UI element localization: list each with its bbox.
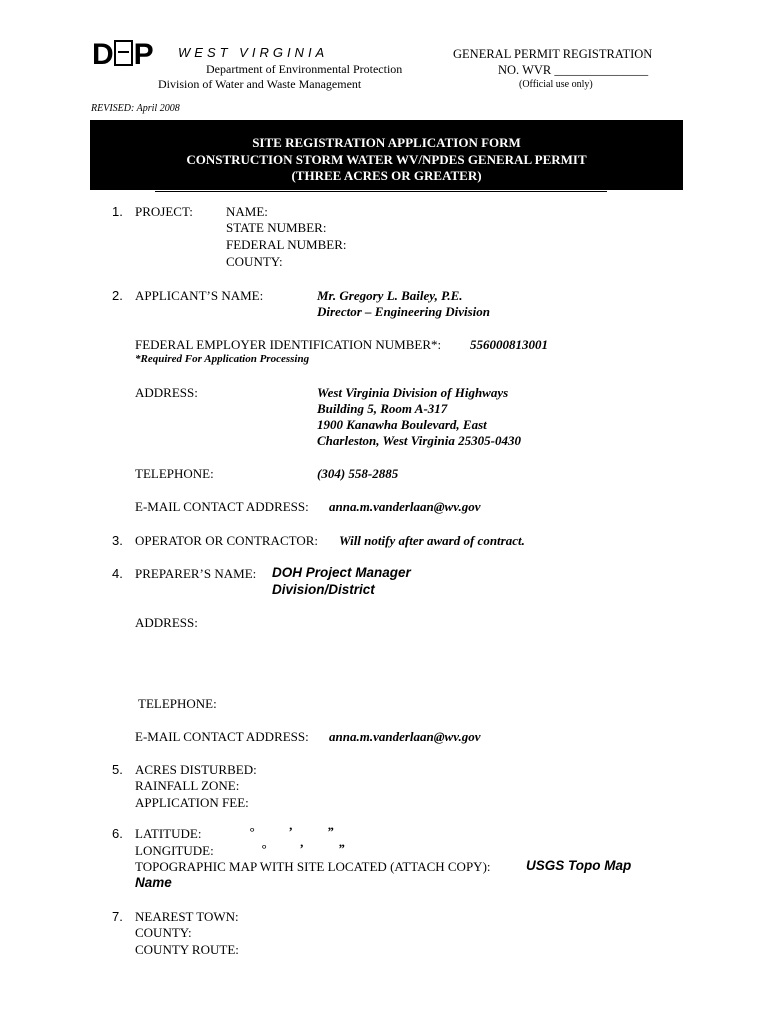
topo-map-label: TOPOGRAPHIC MAP WITH SITE LOCATED (ATTACH COPY):: [135, 859, 491, 874]
permit-number-field: NO. WVR _______________: [498, 63, 649, 77]
project-federal-number-label: FEDERAL NUMBER:: [226, 237, 347, 252]
topo-map-value-name: Name: [135, 875, 172, 890]
applicant-email-value: anna.m.vanderlaan@wv.gov: [329, 499, 481, 514]
banner-underline: [155, 191, 607, 192]
applicant-name-value: Mr. Gregory L. Bailey, P.E.: [317, 288, 463, 303]
project-label: PROJECT:: [135, 204, 193, 219]
applicant-email-label: E-MAIL CONTACT ADDRESS:: [135, 499, 309, 514]
preparer-division-value: Division/District: [272, 582, 375, 597]
latitude-seconds-mark: ”: [327, 824, 334, 839]
preparer-name-value: DOH Project Manager: [272, 565, 411, 580]
rainfall-zone-label: RAINFALL ZONE:: [135, 778, 240, 793]
dep-logo: D P: [92, 38, 153, 71]
banner-line-3: (THREE ACRES OR GREATER): [291, 168, 482, 183]
applicant-address-line-4: Charleston, West Virginia 25305-0430: [317, 433, 521, 448]
application-fee-label: APPLICATION FEE:: [135, 795, 249, 810]
operator-label: OPERATOR OR CONTRACTOR:: [135, 533, 318, 548]
division-name: Division of Water and Waste Management: [158, 77, 362, 91]
section-4-number: 4.: [112, 566, 123, 581]
section-2-number: 2.: [112, 288, 123, 303]
applicant-telephone-value: (304) 558-2885: [317, 466, 399, 481]
county-route-label: COUNTY ROUTE:: [135, 942, 239, 957]
revised-date: REVISED: April 2008: [91, 103, 180, 114]
applicant-name-label: APPLICANT’S NAME:: [135, 288, 264, 303]
preparer-email-value: anna.m.vanderlaan@wv.gov: [329, 729, 481, 744]
dep-logo-e-mark: [114, 40, 133, 66]
form-title-banner: [90, 120, 683, 190]
preparer-email-label: E-MAIL CONTACT ADDRESS:: [135, 729, 309, 744]
preparer-name-label: PREPARER’S NAME:: [135, 566, 257, 581]
longitude-seconds-mark: ”: [338, 841, 345, 856]
preparer-telephone-label: TELEPHONE:: [138, 696, 217, 711]
banner-line-1: SITE REGISTRATION APPLICATION FORM: [252, 135, 521, 150]
project-name-label: NAME:: [226, 204, 268, 219]
applicant-title-value: Director – Engineering Division: [317, 304, 490, 319]
section-1-number: 1.: [112, 204, 123, 219]
acres-disturbed-label: ACRES DISTURBED:: [135, 762, 257, 777]
nearest-town-label: NEAREST TOWN:: [135, 909, 239, 924]
applicant-address-line-3: 1900 Kanawha Boulevard, East: [317, 417, 487, 432]
section-6-number: 6.: [112, 826, 123, 841]
latitude-label: LATITUDE:: [135, 826, 202, 841]
project-county-label: COUNTY:: [226, 254, 283, 269]
preparer-address-label: ADDRESS:: [135, 615, 198, 630]
topo-map-value: USGS Topo Map: [526, 858, 632, 873]
section-7-county-label: COUNTY:: [135, 925, 192, 940]
fein-value: 556000813001: [470, 337, 548, 352]
applicant-address-line-2: Building 5, Room A-317: [317, 401, 448, 416]
applicant-telephone-label: TELEPHONE:: [135, 466, 214, 481]
section-7-number: 7.: [112, 909, 123, 924]
state-title: WEST VIRGINIA: [178, 45, 329, 60]
latitude-degrees-mark: °: [249, 824, 255, 839]
permit-registration-title: GENERAL PERMIT REGISTRATION: [453, 47, 653, 61]
longitude-minutes-mark: ’: [299, 841, 304, 856]
project-state-number-label: STATE NUMBER:: [226, 220, 327, 235]
section-5-number: 5.: [112, 762, 123, 777]
department-name: Department of Environmental Protection: [206, 62, 403, 76]
longitude-degrees-mark: °: [261, 841, 267, 856]
latitude-minutes-mark: ’: [288, 824, 293, 839]
section-3-number: 3.: [112, 533, 123, 548]
longitude-label: LONGITUDE:: [135, 843, 214, 858]
banner-line-2: CONSTRUCTION STORM WATER WV/NPDES GENERAL PERMIT: [186, 151, 587, 167]
applicant-address-label: ADDRESS:: [135, 385, 198, 400]
applicant-address-line-1: West Virginia Division of Highways: [317, 385, 509, 400]
operator-value: Will notify after award of contract.: [339, 533, 525, 548]
fein-required-note: *Required For Application Processing: [135, 353, 310, 365]
fein-label: FEDERAL EMPLOYER IDENTIFICATION NUMBER*:: [135, 337, 442, 352]
official-use-note: (Official use only): [519, 79, 593, 90]
